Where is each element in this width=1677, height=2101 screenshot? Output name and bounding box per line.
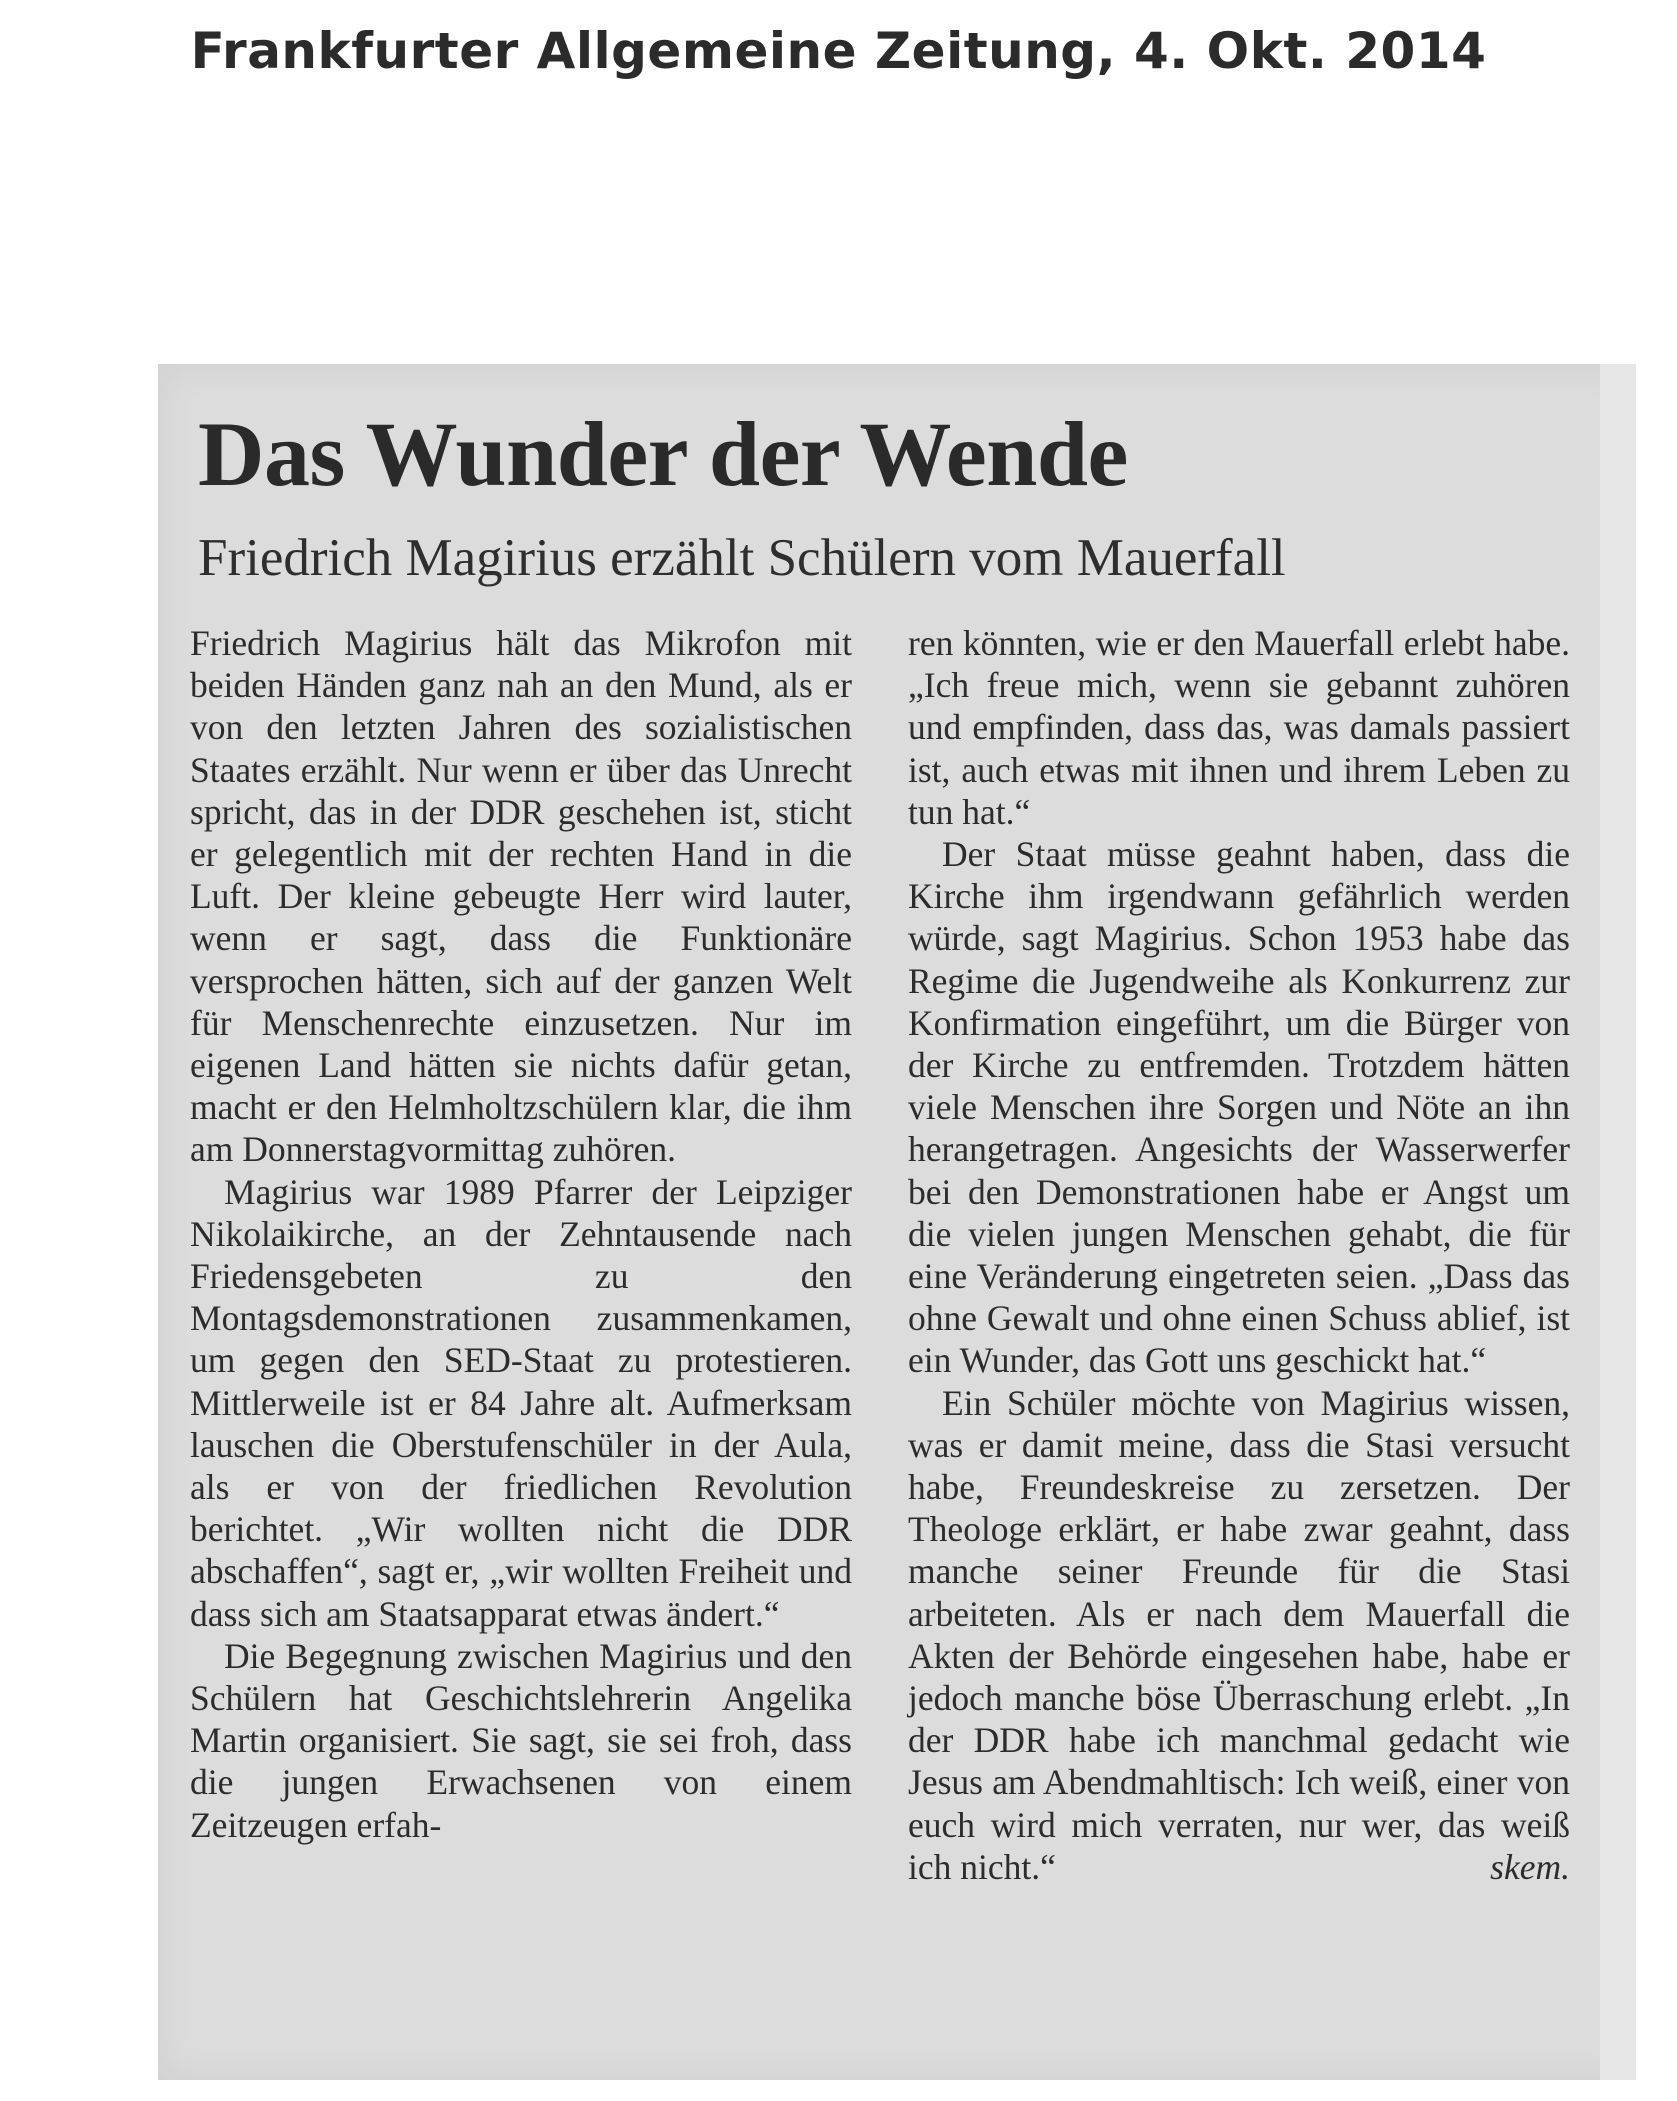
- source-caption: Frankfurter Allgemeine Zeitung, 4. Okt. 2014: [190, 22, 1487, 80]
- article-column-right: [908, 622, 1570, 1888]
- article-paragraph: ren könnten, wie er den Mauerfall erlebt habe. „Ich freue mich, wenn sie gebannt zuhören und empfinden, dass das, was damals passiert ist, auch etwas mit ihnen und ihrem Leben zu tun hat.“: [908, 623, 1570, 832]
- clipping-edge: [1600, 364, 1636, 2080]
- article-paragraph: Der Staat müsse geahnt haben, dass die Kirche ihm irgendwann gefährlich werden würde, sagt Magirius. Schon 1953 habe das Regime die Jugendweihe als Konkurrenz zur Konfirmation eingeführt, um die Bürger von der Kirche zu entfremden. Trotzdem hätten viele Menschen ihre Sorgen und Nöte an ihn herangetragen. Angesichts der Wasserwerfer bei den Demonstrationen habe er Angst um die vielen jungen Menschen gehabt, die für eine Veränderung eingetreten seien. „Dass das ohne Gewalt und ohne einen Schuss ablief, ist ein Wunder, das Gott uns geschickt hat.“: [908, 834, 1570, 1381]
- article-paragraph: Friedrich Magirius hält das Mikrofon mit beiden Händen ganz nah an den Mund, als er von den letzten Jahren des sozialistischen Staates erzählt. Nur wenn er über das Unrecht spricht, das in der DDR geschehen ist, sticht er gelegentlich mit der rechten Hand in die Luft. Der kleine gebeugte Herr wird lauter, wenn er sagt, dass die Funktionäre versprochen hätten, sich auf der ganzen Welt für Menschenrechte einzusetzen. Nur im eigenen Land hätten sie nichts dafür getan, macht er den Helmholtzschülern klar, die ihm am Donnerstagvormittag zuhören.: [190, 623, 852, 1170]
- article-headline: Das Wunder der Wende: [198, 403, 1128, 505]
- article-paragraph: Die Begegnung zwischen Magirius und den Schülern hat Geschichtslehrerin Angelika Martin organisiert. Sie sagt, sie sei froh, dass die jungen Erwachsenen von einem Zeitzeugen erfah-: [190, 1635, 852, 1845]
- article-subheadline: Friedrich Magirius erzählt Schülern vom Mauerfall: [198, 529, 1286, 587]
- article-paragraph-text: Ein Schüler möchte von Magirius wissen, was er damit meine, dass die Stasi versucht habe, Freundeskreise zu zersetzen. Der Theologe erklärt, er habe zwar geahnt, dass manche seiner Freunde für die Stasi arbeiteten. Als er nach dem Mauerfall die Akten der Behörde eingesehen habe, habe er jedoch manche böse Überraschung erlebt. „In der DDR habe ich manchmal gedacht wie Jesus am Abendmahltisch: Ich weiß, einer von euch wird mich verraten, nur wer, das weiß ich nicht.“: [908, 1382, 1570, 1887]
- article-column-left: [190, 622, 852, 1846]
- author-signature: skem.: [1490, 1846, 1570, 1887]
- article-paragraph: Magirius war 1989 Pfarrer der Leipziger Nikolaikirche, an der Zehntausende nach Friedensgebeten zu den Montagsdemonstrationen zusammenkamen, um gegen den SED-Staat zu protestieren. Mittlerweile ist er 84 Jahre alt. Aufmerksam lauschen die Oberstufenschüler in der Aula, als er von der friedlichen Revolution berichtet. „Wir wollten nicht die DDR abschaffen“, sagt er, „wir wollten Freiheit und dass sich am Staatsapparat etwas ändert.“: [190, 1171, 852, 1634]
- article-paragraph: [908, 1382, 1570, 1888]
